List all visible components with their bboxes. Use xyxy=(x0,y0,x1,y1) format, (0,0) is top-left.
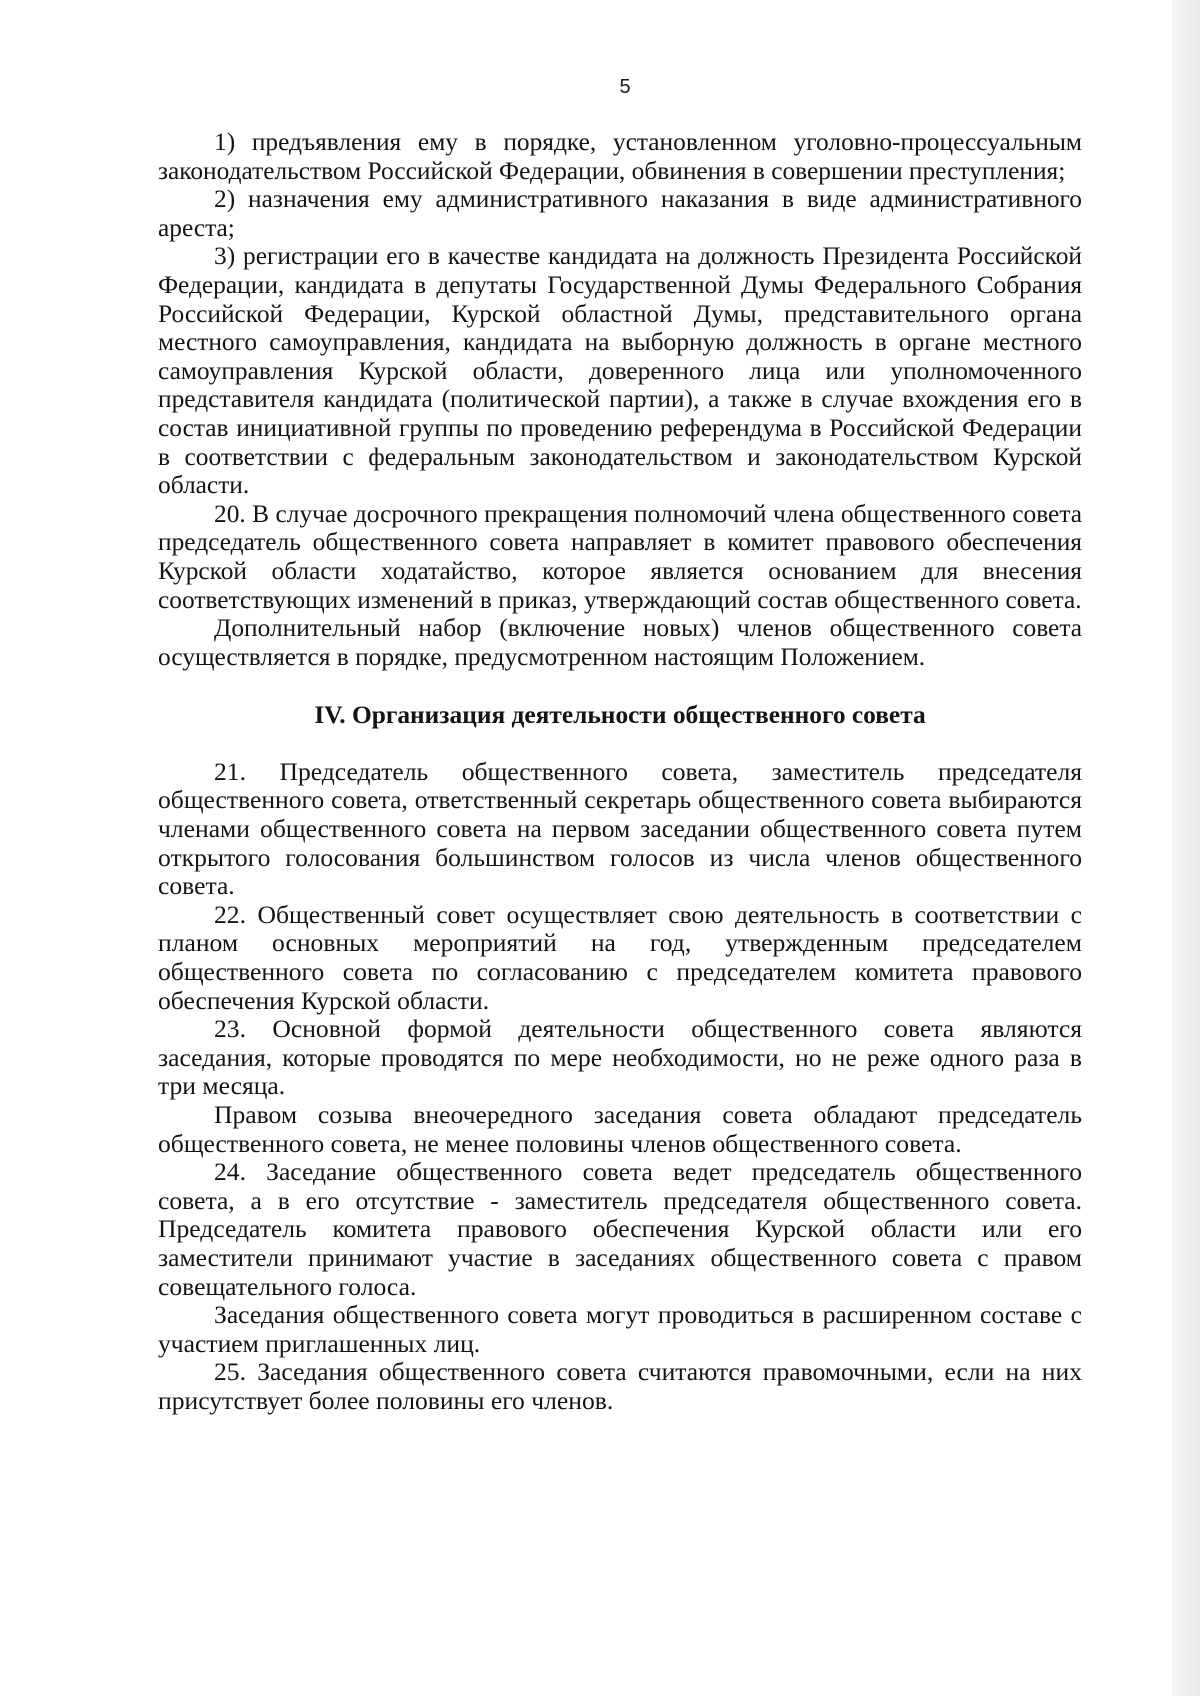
paragraph-item-1: 1) предъявления ему в порядке, установленном уголовно-процессуальным законодательством Российской Федерации, обвинения в совершении преступления; xyxy=(158,128,1082,185)
document-body xyxy=(158,128,1082,1416)
section-iv-body xyxy=(158,758,1082,1416)
paragraph-item-3: 3) регистрации его в качестве кандидата на должность Президента Российской Федерации, кандидата в депутаты Государственной Думы Федерального Собрания Российской Федерации, Курской областной Думы, представительного органа местного самоуправления, кандидата на выборную должность в органе местного самоуправления Курской области, доверенного лица или уполномоченного представителя кандидата (политической партии), а также в случае вхождения его в состав инициативной группы по проведению референдума в Российской Федерации в соответствии с федеральным законодательством и законодательством Курской области. xyxy=(158,242,1082,500)
paragraph-23: 23. Основной формой деятельности общественного совета являются заседания, которые проводятся по мере необходимости, но не реже одного раза в три месяца. xyxy=(158,1014,1082,1101)
paragraph-item-2: 2) назначения ему административного наказания в виде административного ареста; xyxy=(158,185,1082,242)
paragraph-20: 20. В случае досрочного прекращения полномочий члена общественного совета председатель общественного совета направляет в комитет правового обеспечения Курской области ходатайство, которое является основанием для внесения соответствующих изменений в приказ, утверждающий состав общественного совета. xyxy=(158,499,1082,614)
scan-edge xyxy=(1172,0,1200,1696)
paragraph-21: 21. Председатель общественного совета, заместитель председателя общественного совета, ответственный секретарь общественного совета выбираются членами общественного совета на первом заседании общественного совета путем открытого голосования большинством голосов из числа членов общественного совета. xyxy=(158,756,1082,901)
paragraph-extraordinary-meeting: Правом созыва внеочередного заседания совета обладают председатель общественного совета, не менее половины членов общественного совета. xyxy=(158,1100,1082,1158)
paragraph-additional-recruitment: Дополнительный набор (включение новых) членов общественного совета осуществляется в порядке, предусмотренном настоящим Положением. xyxy=(158,614,1082,671)
section-heading: IV. Организация деятельности общественного совета xyxy=(314,701,926,730)
paragraph-extended-meetings: Заседания общественного совета могут проводиться в расширенном составе с участием приглашенных лиц. xyxy=(158,1300,1082,1358)
paragraph-25: 25. Заседания общественного совета считаются правомочными, если на них присутствует более половины его членов. xyxy=(158,1357,1082,1415)
section-continuation xyxy=(158,128,1082,671)
paragraph-22: 22. Общественный совет осуществляет свою деятельность в соответствии с планом основных мероприятий на год, утвержденным председателем общественного совета по согласованию с председателем комитета правового обеспечения Курской области. xyxy=(158,899,1082,1015)
paragraph-24: 24. Заседание общественного совета ведет председатель общественного совета, а в его отсутствие - заместитель председателя общественного совета. Председатель комитета правового обеспечения Курской области или его заместители принимают участие в заседаниях общественного совета с правом совещательного голоса. xyxy=(158,1157,1082,1301)
page-number: 5 xyxy=(619,76,631,98)
